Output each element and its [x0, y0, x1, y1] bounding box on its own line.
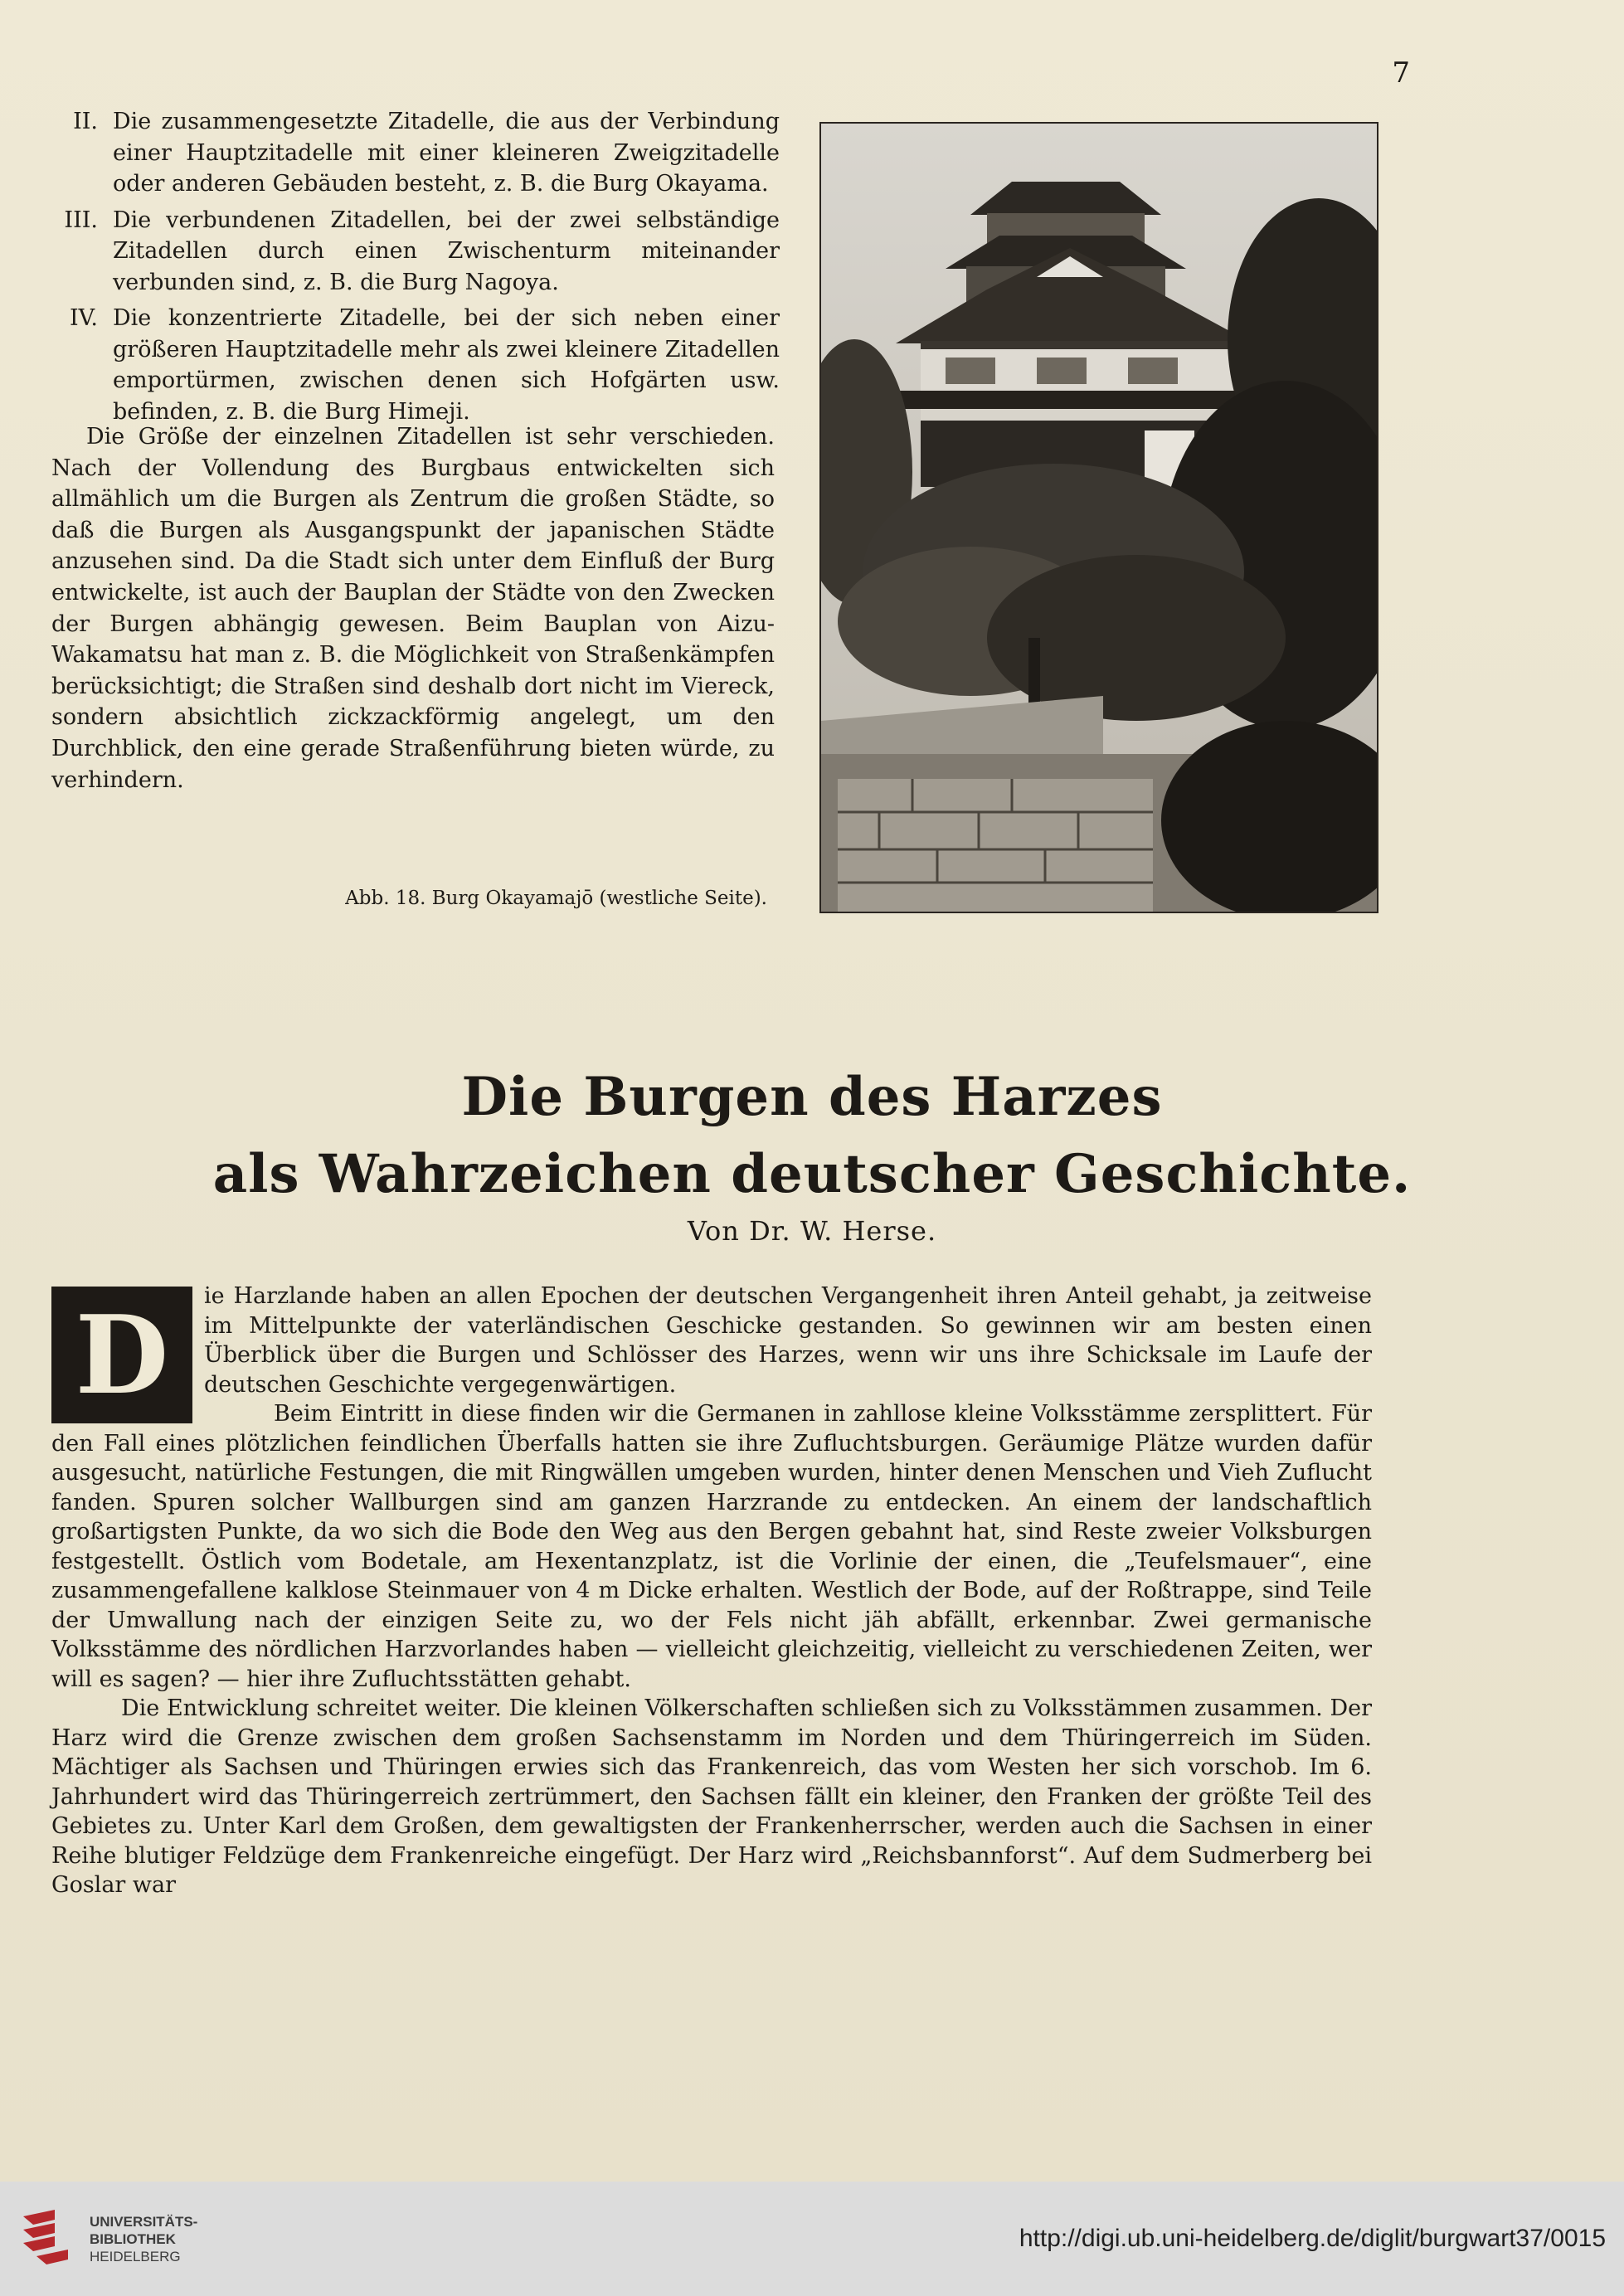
castle-photograph	[819, 122, 1378, 913]
digitization-footer	[0, 2182, 1624, 2296]
list-item-text: Die zusammengesetzte Zitadelle, die aus der Verbindung einer Hauptzitadelle mit einer kleineren Zweigzitadelle oder anderen Gebäuden besteht, z. B. die Burg Okayama.	[113, 109, 780, 197]
library-name-line3: HEIDELBERG	[90, 2249, 181, 2264]
list-item	[50, 303, 780, 427]
page-number: 7	[1392, 56, 1410, 90]
article-paragraph: Beim Eintritt in diese finden wir die Germanen in zahllose kleine Volksstämme zersplittert. Für den Fall eines plötzlichen feindlichen Überfalls hatten sie ihre Zufluchtsburgen. Geräumige Plätze wurden dafür ausgesucht, natürliche Festungen, die mit Ringwällen umgeben wurden, hinter denen Menschen und Vieh Zuflucht fanden. Spuren solcher Wallburgen sind am ganzen Harzrande zu entdecken. An einem der landschaftlich großartigsten Punkte, da wo sich die Bode den Weg aus den Bergen gebahnt hat, sind Reste zweier Volksburgen festgestellt. Östlich vom Bodetale, am Hexentanzplatz, ist die Vorlinie der einen, die „Teufelsmauer“, eine zusammengefallene kalklose Steinmauer von 4 m Dicke erhalten. Westlich der Bode, auf der Roßtrappe, sind Teile der Umwallung nach der einzigen Seite zu, wo der Fels nicht jäh abfällt, erkennbar. Zwei germanische Volksstämme des nördlichen Harzvorlandes haben — vielleicht gleichzeitig, vielleicht zu verschiedenen Zeiten, wer will es sagen? — hier ihre Zufluchtsstätten gehabt.	[51, 1401, 1372, 1692]
list-item-number: III.	[64, 207, 98, 233]
list-item-text: Die verbundenen Zitadellen, bei der zwei selbständige Zitadellen durch einen Zwischenturm miteinander verbunden sind, z. B. die Burg Nagoya.	[113, 207, 780, 295]
article-title-line1: Die Burgen des Harzes	[461, 1066, 1163, 1128]
castle-type-list	[50, 106, 780, 432]
list-item-text: Die konzentrierte Zitadelle, bei der sich neben einer größeren Hauptzitadelle mehr als zwei kleinere Zitadellen emportürmen, zwischen denen sich Hofgärten usw. befinden, z. B. die Burg Himeji.	[113, 305, 780, 425]
article-byline: Von Dr. W. Herse.	[687, 1215, 937, 1247]
library-name-line1: UNIVERSITÄTS-	[90, 2214, 198, 2230]
left-column-paragraph: Die Größe der einzelnen Zitadellen ist sehr verschieden. Nach der Vollendung des Burgbaus entwickelten sich allmählich um die Burgen als Zentrum die großen Städte, so daß die Burgen als Ausgangspunkt der japanischen Städte anzusehen sind. Da die Stadt sich unter dem Einfluß der Burg entwickelte, ist auch der Bauplan der Städte von den Zwecken der Burgen abhängig gewesen. Beim Bauplan von Aizu-Wakamatsu hat man z. B. die Möglichkeit von Straßenkämpfen berücksichtigt; die Straßen sind deshalb dort nicht im Viereck, sondern absichtlich zickzackförmig angelegt, um den Durchblick, den eine gerade Straßenführung bieten würde, zu verhindern.	[51, 424, 775, 793]
list-item	[50, 106, 780, 200]
figure-caption: Abb. 18. Burg Okayamajō (westliche Seite).	[345, 888, 767, 909]
article-paragraph: Die Entwicklung schreitet weiter. Die kleinen Völkerschaften schließen sich zu Volksstämmen zusammen. Der Harz wird die Grenze zwischen dem großen Sachsenstamm im Norden und dem Thüringerreich im Süden. Mächtiger als Sachsen und Thüringen erwies sich das Frankenreich, das vom Westen her sich vorschob. Im 6. Jahrhundert wird das Thüringerreich zertrümmert, den Sachsen fällt ein kleiner, den Franken der größte Teil des Gebietes zu. Unter Karl dem Großen, dem gewaltigsten der Frankenherrscher, werden auch die Sachsen in einer Reihe blutiger Feldzüge dem Frankenreiche eingefügt. Der Harz wird „Reichsbannforst“. Auf dem Sudmerberg bei Goslar war	[51, 1695, 1372, 1898]
library-logo-icon	[17, 2208, 80, 2268]
list-item-number: IV.	[69, 305, 98, 331]
library-name	[90, 2213, 197, 2265]
decorative-initial	[51, 1287, 192, 1423]
list-item	[50, 205, 780, 299]
list-item-number: II.	[73, 109, 98, 134]
article-title-line2: als Wahrzeichen deutscher Geschichte.	[212, 1143, 1412, 1205]
article-paragraph	[51, 1282, 1372, 1418]
castle-photo-illustration	[821, 124, 1377, 912]
article-body	[51, 1282, 1372, 1900]
initial-letter: D	[75, 1292, 169, 1418]
library-name-line2: BIBLIOTHEK	[90, 2231, 176, 2247]
permalink-url[interactable]: http://digi.ub.uni-heidelberg.de/diglit/burgwart37/0015	[1019, 2225, 1606, 2252]
first-paragraph-text: ie Harzlande haben an allen Epochen der deutschen Vergangenheit ihren Anteil gehabt, ja zeitweise im Mittelpunkte der vaterländischen Geschicke gestanden. So gewinnen wir am besten einen Überblick über die Burgen und Schlösser des Harzes, wenn wir uns ihre Schicksale im Laufe der deutschen Geschichte vergegenwärtigen.	[204, 1283, 1372, 1398]
